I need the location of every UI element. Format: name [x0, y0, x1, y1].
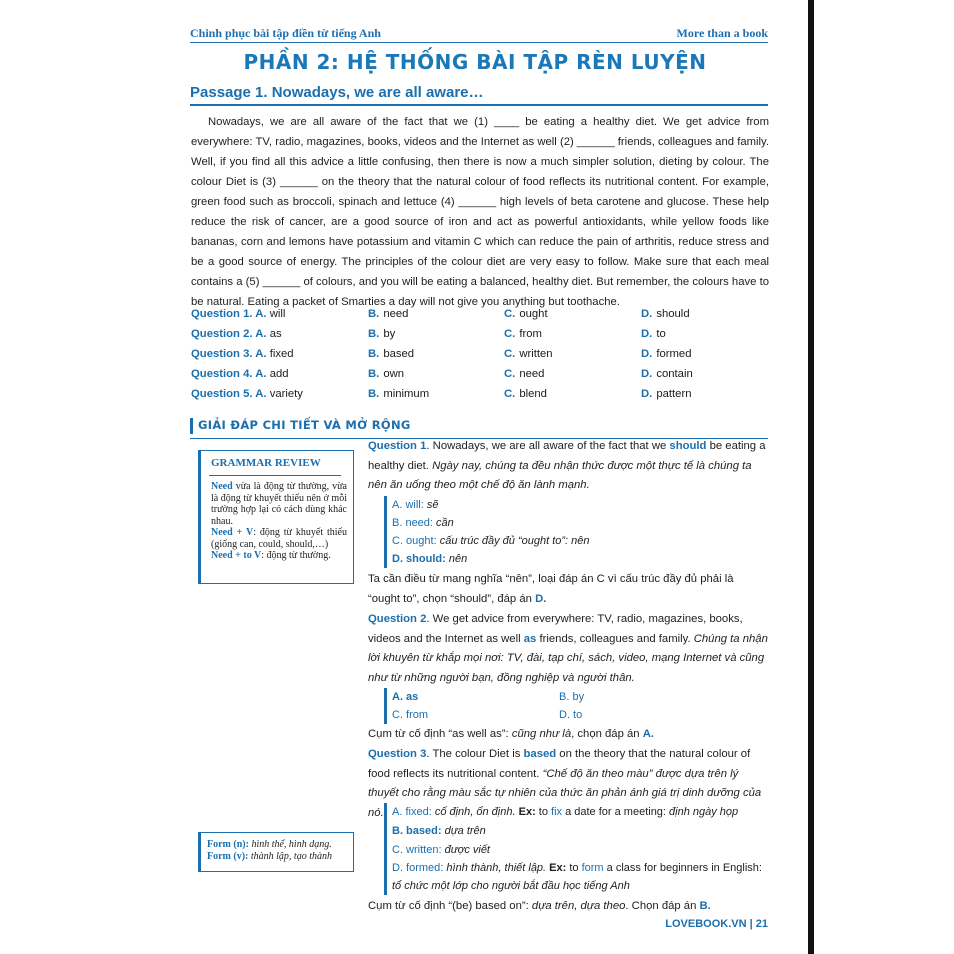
explanation-option: A. fixed: cố định, ổn định. Ex: to fix a date for a meeting: định ngày họp	[392, 806, 739, 818]
part-title: PHẦN 2: HỆ THỐNG BÀI TẬP RÈN LUYỆN	[243, 50, 707, 74]
explanation-option: B. by	[559, 691, 585, 703]
question-label: Question 4. A. add	[191, 368, 289, 380]
option-c: C. blend	[504, 388, 547, 400]
explanation-option: B. need: cần	[392, 517, 454, 529]
option-c: C. written	[504, 348, 553, 360]
outer-margin-left	[0, 0, 142, 954]
explanation-option: D. should: nên	[392, 553, 468, 565]
option-d: D. formed	[641, 348, 692, 360]
explanation-q3-conclusion: Cụm từ cố định “(be) based on”: dựa trên, dựa theo. Chọn đáp án B.	[368, 900, 711, 912]
question-label: Question 2. A. as	[191, 328, 282, 340]
grammar-review-title: GRAMMAR REVIEW	[211, 457, 321, 469]
question-label: Question 5. A. variety	[191, 388, 303, 400]
option-b: B. need	[368, 308, 409, 320]
passage-title: Passage 1. Nowadays, we are all aware…	[190, 84, 484, 101]
option-b: B. minimum	[368, 388, 430, 400]
header-divider	[190, 42, 768, 43]
option-c: C. need	[504, 368, 545, 380]
running-header-title: Chinh phục bài tập điền từ tiếng Anh	[190, 26, 381, 40]
question-row	[191, 388, 769, 408]
option-b: B. based	[368, 348, 415, 360]
explanation-option: D. formed: hình thành, thiết lập. Ex: to form a class for beginners in English: tổ chức một lớp cho người bắt đầu học tiếng Anh	[392, 862, 762, 892]
options-bar	[384, 688, 387, 724]
option-c: C. from	[504, 328, 542, 340]
explanation-q2-conclusion: Cụm từ cố định “as well as”: cũng như là, chọn đáp án A.	[368, 728, 655, 740]
option-c: C. ought	[504, 308, 548, 320]
option-d: D. pattern	[641, 388, 692, 400]
question-row	[191, 348, 769, 368]
option-b: B. by	[368, 328, 396, 340]
question-label: Question 3. A. fixed	[191, 348, 294, 360]
question-row	[191, 308, 769, 328]
option-d: D. should	[641, 308, 690, 320]
vocab-note-box: Form (n): hình thể, hình dạng. Form (v): thành lập, tạo thành	[198, 832, 354, 872]
explanation-q2: Question 2. We get advice from everywhere: TV, radio, magazines, books, videos and the Internet as well as friends, colleagues and family. Chúng ta nhận lời khuyên từ khắp mọi nơi: TV, đài, tạp chí, sách, video, mạng Internet và cũng như từ những người bạn, đồng nghiệp và người thân.	[368, 613, 768, 684]
passage-text: Nowadays, we are all aware of the fact that we (1) ____ be eating a healthy diet. We get advice from everywhere: TV, radio, magazines, books, videos and the Internet as well (2) ______ friends, colleagues and family. Well, if you find all this advice a little confusing, then there is now a much simpler solution, dieting by colour. The colour Diet is (3) ______ on the theory that the natural colour of food reflects its nutritional content. For example, green food such as broccoli, spinach and lettuce (4) ______ high levels of beta carotene and glucose. These help reduce the risk of cancer, are a good source of iron and act as powerful antioxidants, while yellow foods like bananas, corn and lemons have potassium and vitamin C which can reduce the pain of arthritis, reduce stress and be a good source of energy. The principles of the colour diet are very easy to follow. Make sure that each meal contains a (5) ______ of colours, and you will be eating a balanced, healthy diet. But remember, the colours have to be natural. Eating a packet of Smarties a day will not give you anything but toothache.	[191, 116, 769, 308]
section-marker	[190, 418, 193, 434]
book-page	[142, 0, 808, 954]
explanation-option: C. ought: cấu trúc đầy đủ “ought to”: nên	[392, 535, 590, 547]
option-d: D. contain	[641, 368, 693, 380]
options-bar	[384, 803, 387, 895]
explanation-option: B. based: dựa trên	[392, 825, 486, 837]
explanation-q1-conclusion: Ta cần điều từ mang nghĩa “nên”, loại đáp án C vì cấu trúc đầy đủ phải là “ought to”, chọn “should”, đáp án D.	[368, 573, 734, 605]
question-label: Question 1. A. will	[191, 308, 286, 320]
grammar-review-divider	[209, 475, 341, 476]
explanation-option: D. to	[559, 709, 583, 721]
passage-title-underline	[190, 104, 768, 106]
explanation-option: A. as	[392, 691, 419, 703]
explanation-q3: Question 3. The colour Diet is based on the theory that the natural colour of food reflects its nutritional content. “Chế độ ăn theo màu” được dựa trên lý thuyết cho rằng màu sắc tự nhiên của thức ăn phản ánh giá trị dinh dưỡng của nó.	[368, 748, 762, 819]
question-row	[191, 368, 769, 388]
section-title: GIẢI ĐÁP CHI TIẾT VÀ MỞ RỘNG	[198, 418, 411, 432]
option-d: D. to	[641, 328, 666, 340]
page-footer: LOVEBOOK.VN | 21	[665, 918, 768, 930]
explanation-option: C. from	[392, 709, 429, 721]
running-header-tagline: More than a book	[676, 26, 768, 40]
grammar-review-box	[198, 450, 354, 584]
options-bar	[384, 496, 387, 568]
option-b: B. own	[368, 368, 405, 380]
grammar-review-body: Need vừa là động từ thường, vừa là động từ khuyết thiếu nên ở mỗi trường hợp lại có cách dùng khác nhau. Need + V: động từ khuyết thiếu (giống can, could, should,…) Need + to V: động từ thường.	[211, 481, 347, 561]
page-edge-shadow	[808, 0, 814, 954]
explanation-q1: Question 1. Nowadays, we are all aware of the fact that we should be eating a healthy diet. Ngày nay, chúng ta đều nhận thức được một thực tế là chúng ta nên ăn uống theo một chế độ ăn lành mạnh.	[368, 440, 766, 491]
explanation-option: C. written: được viết	[392, 844, 490, 856]
explanation-option: A. will: sẽ	[392, 499, 439, 511]
question-row	[191, 328, 769, 348]
